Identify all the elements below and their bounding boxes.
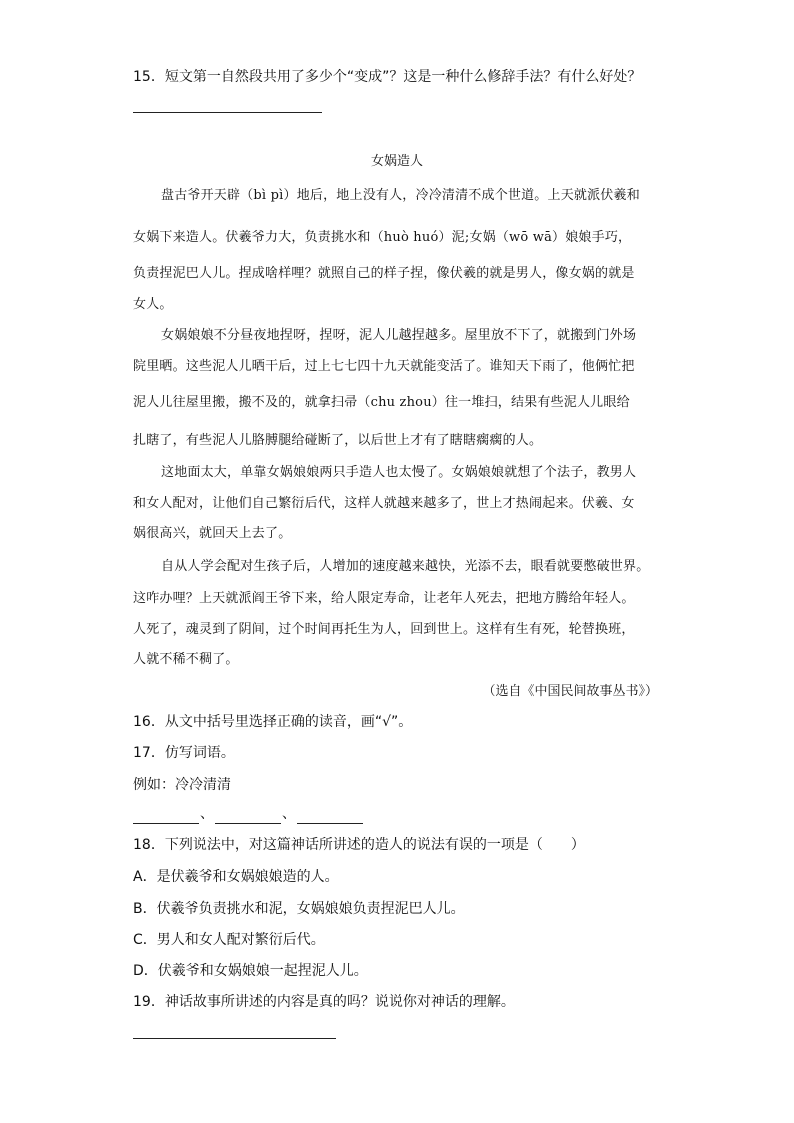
question-19: 19．神话故事所讲述的内容是真的吗？说说你对神话的理解。 xyxy=(133,994,515,1010)
question-17-example: 例如：冷冷清清 xyxy=(133,777,231,793)
para-3-line-1: 这地面太大，单靠女娲娘娘两只手造人也太慢了。女娲娘娘就想了个法子，教男人 xyxy=(161,465,637,480)
option-d[interactable]: D．伏羲爷和女娲娘娘一起捏泥人儿。 xyxy=(133,963,368,979)
para-4-line-3: 人死了，魂灵到了阴间，过个时间再托生为人，回到世上。这样有生有死，轮替换班， xyxy=(133,622,635,637)
answer-blank-17b[interactable] xyxy=(215,809,281,824)
para-2-line-2: 院里晒。这些泥人儿晒干后，过上七七四十九天就能变活了。谁知天下雨了，他俩忙把 xyxy=(133,359,635,374)
para-1-line-1: 盘古爷开天辟（bì pì）地后，地上没有人，冷冷清清不成个世道。上天就派伏羲和 xyxy=(161,188,640,203)
question-18: 18．下列说法中，对这篇神话所讲述的造人的说法有误的一项是（ ） xyxy=(133,837,585,853)
answer-line-19[interactable] xyxy=(133,1038,336,1039)
answer-blank-17a[interactable] xyxy=(133,809,199,824)
option-a[interactable]: A．是伏羲爷和女娲娘娘造的人。 xyxy=(133,869,339,885)
para-2-line-3: 泥人儿往屋里搬，搬不及的，就拿扫帚（chu zhou）往一堆扫，结果有些泥人儿眼给 xyxy=(133,395,630,410)
para-2-line-4: 扎瞎了，有些泥人儿胳膊腿给碰断了，以后世上才有了瞎瞎瘸瘸的人。 xyxy=(133,433,543,448)
question-16: 16．从文中括号里选择正确的读音，画“√”。 xyxy=(133,714,413,730)
answer-line-15[interactable] xyxy=(133,112,322,113)
para-3-line-3: 娲很高兴，就回天上去了。 xyxy=(133,526,292,541)
question-17: 17．仿写词语。 xyxy=(133,745,235,761)
story-source: （选自《中国民间故事丛书》） xyxy=(482,684,658,699)
para-4-line-2: 这咋办哩？上天就派阎王爷下来，给人限定寿命，让老年人死去，把地方腾给年轻人。 xyxy=(133,591,635,606)
answer-blank-17c[interactable] xyxy=(297,809,363,824)
para-1-line-3: 负责捏泥巴人儿。捏成啥样哩？就照自己的样子捏，像伏羲的就是男人，像女娲的就是 xyxy=(133,266,635,281)
question-17-blanks xyxy=(133,804,363,824)
option-c[interactable]: C．男人和女人配对繁衍后代。 xyxy=(133,932,325,948)
separator: 、 xyxy=(200,806,214,822)
para-4-line-1: 自从人学会配对生孩子后，人增加的速度越来越快，光添不去，眼看就要憋破世界。 xyxy=(161,559,650,574)
para-3-line-2: 和女人配对，让他们自己繁衍后代，这样人就越来越多了，世上才热闹起来。伏羲、女 xyxy=(133,496,635,511)
separator: 、 xyxy=(282,806,296,822)
para-4-line-4: 人就不稀不稠了。 xyxy=(133,652,239,667)
para-2-line-1: 女娲娘娘不分昼夜地捏呀，捏呀，泥人儿越捏越多。屋里放不下了，就搬到门外场 xyxy=(161,328,637,343)
option-b[interactable]: B．伏羲爷负责挑水和泥，女娲娘娘负责捏泥巴人儿。 xyxy=(133,901,465,917)
para-1-line-2: 女娲下来造人。伏羲爷力大，负责挑水和（huò huó）泥;女娲（wō wā）娘娘手巧， xyxy=(133,230,632,245)
story-title: 女娲造人 xyxy=(370,154,423,169)
para-1-line-4: 女人。 xyxy=(133,297,173,312)
question-15: 15．短文第一自然段共用了多少个“变成”？这是一种什么修辞手法？有什么好处？ xyxy=(133,69,642,85)
